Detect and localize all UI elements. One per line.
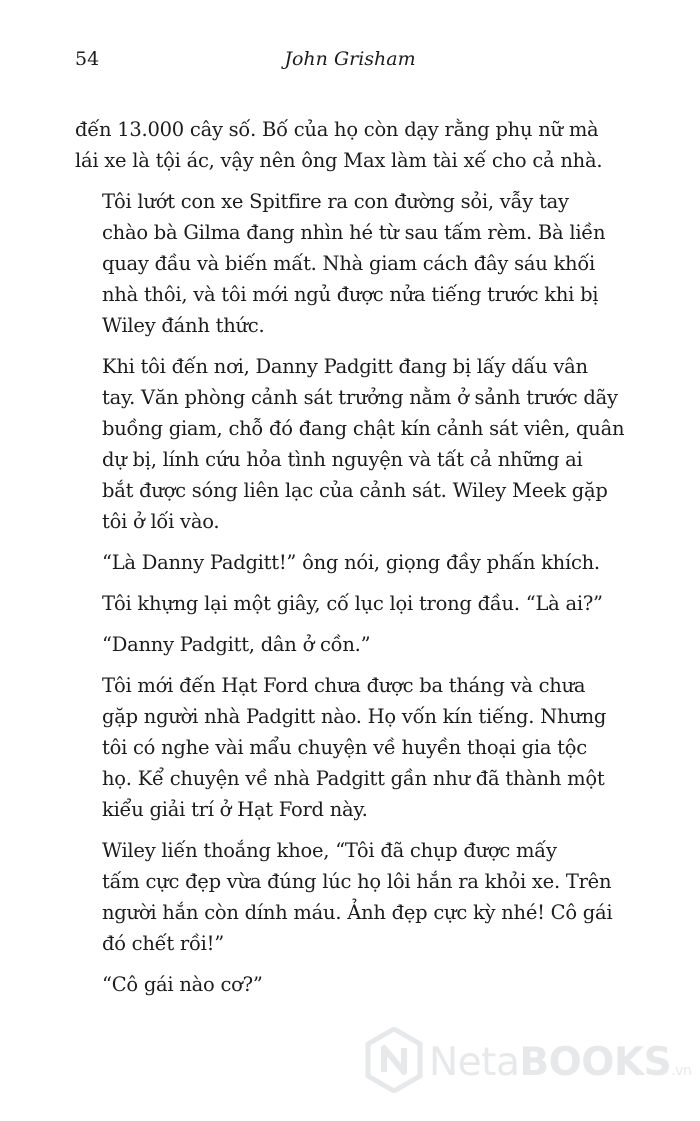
- text-line: chào bà Gilma đang nhìn hé từ sau tấm rèm. Bà liền: [102, 221, 606, 244]
- paragraph: [75, 629, 630, 660]
- paragraph: [75, 114, 630, 176]
- running-head: John Grisham: [284, 48, 416, 70]
- text-line: đến 13.000 cây số. Bố của họ còn dạy rằng phụ nữ mà: [75, 118, 599, 141]
- text-line: lái xe là tội ác, vậy nên ông Max làm tài xế cho cả nhà.: [75, 149, 603, 172]
- text-line: gặp người nhà Padgitt nào. Họ vốn kín tiếng. Nhưng: [102, 705, 607, 728]
- watermark-suffix: .vn: [671, 1062, 692, 1079]
- text-line: tay. Văn phòng cảnh sát trưởng nằm ở sảnh trước dãy: [102, 386, 618, 409]
- text-line: tôi ở lối vào.: [102, 510, 220, 533]
- text-line: “Cô gái nào cơ?”: [102, 973, 263, 996]
- text-line: đó chết rồi!”: [102, 932, 224, 955]
- text-line: bắt được sóng liên lạc của cảnh sát. Wiley Meek gặp: [102, 479, 608, 502]
- text-line: “Danny Padgitt, dân ở cồn.”: [102, 633, 371, 656]
- netabooks-logo-icon: [365, 1027, 423, 1093]
- text-line: Khi tôi đến nơi, Danny Padgitt đang bị lấy dấu vân: [102, 355, 588, 378]
- paragraph: [75, 351, 630, 537]
- paragraph: [75, 835, 630, 959]
- watermark: [365, 1020, 691, 1100]
- text-line: dự bị, lính cứu hỏa tình nguyện và tất cả những ai: [102, 448, 583, 471]
- watermark-text-light: Neta: [429, 1039, 520, 1085]
- watermark-text-bold: BOOKS: [519, 1039, 672, 1085]
- text-line: buồng giam, chỗ đó đang chật kín cảnh sát viên, quân: [102, 417, 625, 440]
- text-line: Wiley liến thoắng khoe, “Tôi đã chụp được mấy: [102, 839, 557, 862]
- text-line: nhà thôi, và tôi mới ngủ được nửa tiếng trước khi bị: [102, 283, 599, 306]
- text-line: họ. Kể chuyện về nhà Padgitt gần như đã thành một: [102, 767, 605, 790]
- text-line: Tôi khựng lại một giây, cố lục lọi trong đầu. “Là ai?”: [102, 592, 603, 615]
- text-line: Tôi lướt con xe Spitfire ra con đường sỏi, vẫy tay: [102, 190, 569, 213]
- body-text: [75, 114, 630, 1010]
- page-number: 54: [75, 48, 100, 70]
- paragraph: [75, 547, 630, 578]
- text-line: kiểu giải trí ở Hạt Ford này.: [102, 798, 368, 821]
- watermark-text: [429, 1040, 691, 1085]
- paragraph: [75, 588, 630, 619]
- text-line: người hắn còn dính máu. Ảnh đẹp cực kỳ nhé! Cô gái: [102, 901, 613, 924]
- text-line: tấm cực đẹp vừa đúng lúc họ lôi hắn ra khỏi xe. Trên: [102, 870, 612, 893]
- paragraph: [75, 670, 630, 825]
- paragraph: [75, 969, 630, 1000]
- paragraph: [75, 186, 630, 341]
- text-line: tôi có nghe vài mẩu chuyện về huyền thoại gia tộc: [102, 736, 587, 759]
- text-line: Wiley đánh thức.: [102, 314, 265, 337]
- text-line: quay đầu và biến mất. Nhà giam cách đây sáu khối: [102, 252, 596, 275]
- text-line: “Là Danny Padgitt!” ông nói, giọng đầy phấn khích.: [102, 551, 600, 574]
- text-line: Tôi mới đến Hạt Ford chưa được ba tháng và chưa: [102, 674, 586, 697]
